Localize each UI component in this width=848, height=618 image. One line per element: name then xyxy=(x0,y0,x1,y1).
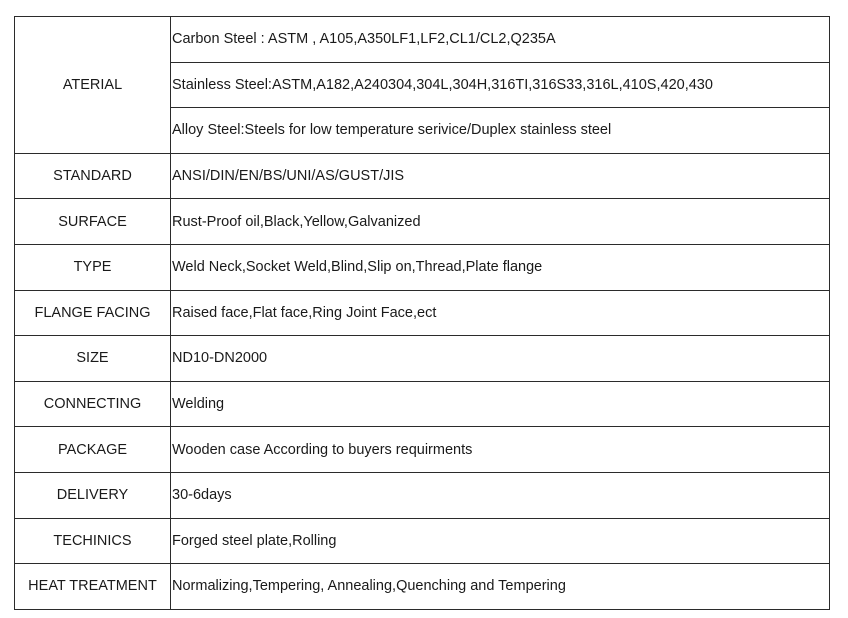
heat-treatment-label: HEAT TREATMENT xyxy=(15,564,171,610)
connecting-value: Welding xyxy=(171,381,830,427)
table-row-connecting xyxy=(15,381,830,427)
surface-label: SURFACE xyxy=(15,199,171,245)
package-value: Wooden case According to buyers requirments xyxy=(171,427,830,473)
table-row-type xyxy=(15,244,830,290)
material-carbon-steel: Carbon Steel : ASTM , A105,A350LF1,LF2,CL1/CL2,Q235A xyxy=(171,17,830,63)
size-value: ND10-DN2000 xyxy=(171,336,830,382)
flange-facing-label: FLANGE FACING xyxy=(15,290,171,336)
standard-label: STANDARD xyxy=(15,153,171,199)
material-alloy-steel: Alloy Steel:Steels for low temperature serivice/Duplex stainless steel xyxy=(171,108,830,154)
table-row-flange-facing xyxy=(15,290,830,336)
table-row-package xyxy=(15,427,830,473)
material-stainless-steel: Stainless Steel:ASTM,A182,A240304,304L,304H,316TI,316S33,316L,410S,420,430 xyxy=(171,62,830,108)
table-row-standard xyxy=(15,153,830,199)
delivery-value: 30-6days xyxy=(171,472,830,518)
table-row-material xyxy=(15,17,830,63)
size-label: SIZE xyxy=(15,336,171,382)
table-row-delivery xyxy=(15,472,830,518)
table-row-size xyxy=(15,336,830,382)
type-label: TYPE xyxy=(15,244,171,290)
techinics-label: TECHINICS xyxy=(15,518,171,564)
table-row-heat-treatment xyxy=(15,564,830,610)
package-label: PACKAGE xyxy=(15,427,171,473)
material-label: ATERIAL xyxy=(15,17,171,154)
heat-treatment-value: Normalizing,Tempering, Annealing,Quenching and Tempering xyxy=(171,564,830,610)
delivery-label: DELIVERY xyxy=(15,472,171,518)
techinics-value: Forged steel plate,Rolling xyxy=(171,518,830,564)
type-value: Weld Neck,Socket Weld,Blind,Slip on,Thread,Plate flange xyxy=(171,244,830,290)
flange-facing-value: Raised face,Flat face,Ring Joint Face,ect xyxy=(171,290,830,336)
connecting-label: CONNECTING xyxy=(15,381,171,427)
surface-value: Rust-Proof oil,Black,Yellow,Galvanized xyxy=(171,199,830,245)
standard-value: ANSI/DIN/EN/BS/UNI/AS/GUST/JIS xyxy=(171,153,830,199)
specification-table xyxy=(14,16,830,610)
table-row-techinics xyxy=(15,518,830,564)
table-row-surface xyxy=(15,199,830,245)
